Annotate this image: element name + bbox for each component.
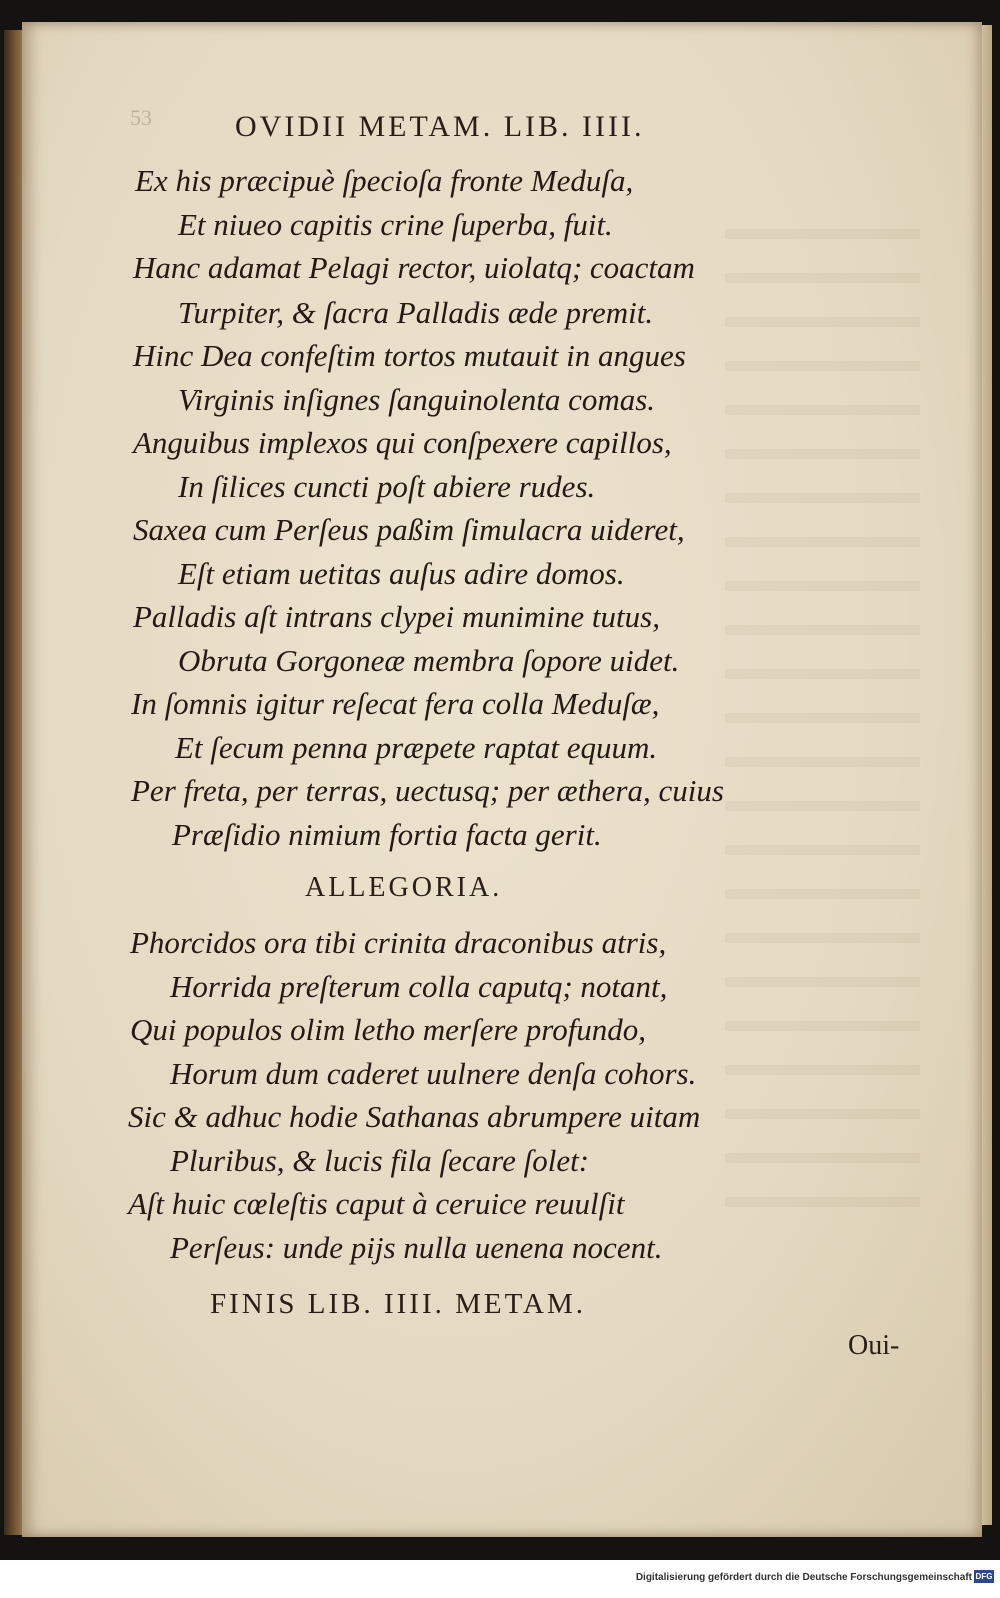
running-head: OVIDII METAM. LIB. IIII. bbox=[235, 110, 645, 143]
verse-line: Obruta Gorgoneæ membra ſopore uidet. bbox=[178, 643, 680, 678]
allegoria-line: Sic & adhuc hodie Sathanas abrumpere uitam bbox=[128, 1099, 701, 1134]
verse-line: Hanc adamat Pelagi rector, uiolatq; coactam bbox=[133, 250, 695, 285]
allegoria-line: Horrida preſterum colla caputq; notant, bbox=[170, 969, 668, 1004]
verse-line: Saxea cum Perſeus paßim ſimulacra uideret, bbox=[133, 512, 685, 547]
allegoria-line: Horum dum caderet uulnere denſa cohors. bbox=[170, 1056, 697, 1091]
allegoria-line: Qui populos olim letho merſere profundo, bbox=[130, 1012, 647, 1047]
verse-line: Præſidio nimium fortia facta gerit. bbox=[172, 817, 602, 852]
verse-line: Et niueo capitis crine ſuperba, fuit. bbox=[178, 207, 613, 242]
verse-line: Eſt etiam uetitas auſus adire domos. bbox=[178, 556, 625, 591]
allegoria-line: Pluribus, & lucis fila ſecare ſolet: bbox=[170, 1143, 590, 1178]
bleed-through-texture bbox=[725, 195, 920, 1215]
funding-credit: Digitalisierung gefördert durch die Deutsche Forschungsgemeinschaft bbox=[635, 1572, 972, 1583]
verse-line: In ſomnis igitur reſecat fera colla Meduſæ, bbox=[131, 686, 660, 721]
catchword: Oui- bbox=[848, 1330, 900, 1361]
verse-line: Anguibus implexos qui conſpexere capillos, bbox=[133, 425, 672, 460]
verse-line: Turpiter, & ſacra Palladis æde premit. bbox=[178, 295, 654, 330]
verse-line: Virginis inſignes ſanguinolenta comas. bbox=[178, 382, 656, 417]
page-number: 53 bbox=[130, 105, 152, 130]
verse-line: Hinc Dea confeſtim tortos mutauit in angues bbox=[133, 338, 686, 373]
verse-line: Palladis aſt intrans clypei munimine tutus, bbox=[133, 599, 660, 634]
page-fore-edge bbox=[982, 25, 992, 1525]
verse-line: In ſilices cuncti poſt abiere rudes. bbox=[178, 469, 596, 504]
verse-line: Et ſecum penna præpete raptat equum. bbox=[175, 730, 658, 765]
verse-line: Ex his præcipuè ſpecioſa fronte Meduſa, bbox=[135, 163, 634, 198]
allegoria-line: Aſt huic cœleſtis caput à ceruice reuulſit bbox=[128, 1186, 625, 1221]
allegoria-line: Phorcidos ora tibi crinita draconibus atris, bbox=[130, 925, 667, 960]
finis-line: FINIS LIB. IIII. METAM. bbox=[210, 1288, 586, 1320]
allegoria-heading: ALLEGORIA. bbox=[305, 872, 503, 903]
dfg-logo: DFG bbox=[975, 1572, 993, 1581]
allegoria-line: Perſeus: unde pijs nulla uenena nocent. bbox=[170, 1230, 663, 1265]
verse-line: Per freta, per terras, uectusq; per æthera, cuius bbox=[131, 773, 724, 808]
